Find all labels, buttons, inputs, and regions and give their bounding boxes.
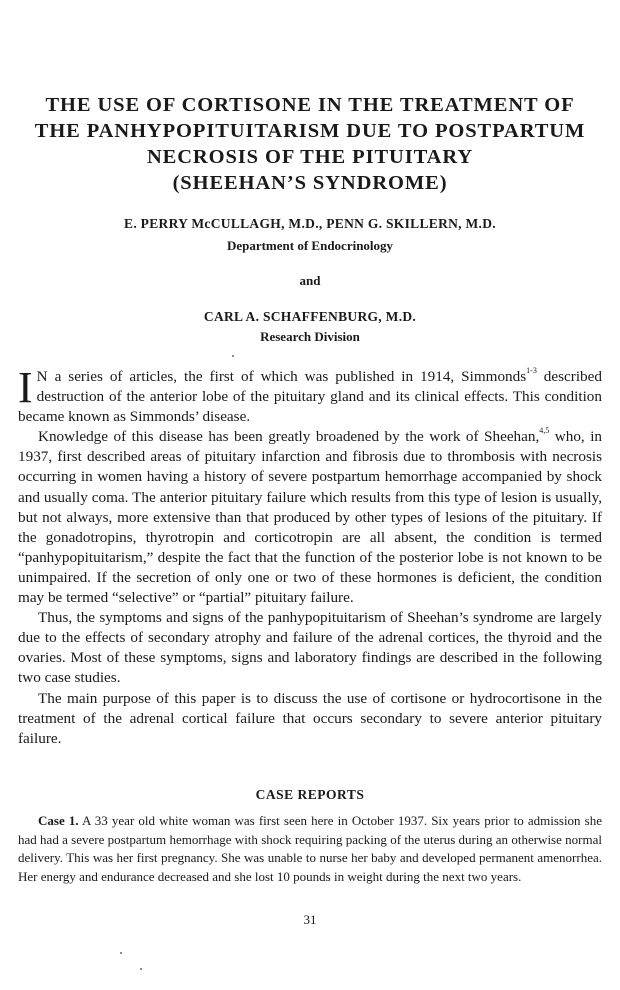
title-line: (SHEEHAN’S SYNDROME) bbox=[172, 172, 448, 194]
title-line: NECROSIS OF THE PITUITARY bbox=[146, 146, 474, 168]
department-endocrinology: Department of Endocrinology bbox=[226, 238, 394, 253]
case-label: Case 1. bbox=[38, 813, 79, 828]
scan-speck bbox=[120, 952, 122, 954]
author-names-primary: E. PERRY McCULLAGH, M.D., PENN G. SKILLERN, M.D. bbox=[124, 216, 496, 231]
title-line: THE USE OF CORTISONE IN THE TREATMENT OF bbox=[45, 94, 575, 116]
case-1-paragraph bbox=[18, 812, 602, 886]
author-names-secondary: CARL A. SCHAFFENBURG, M.D. bbox=[203, 309, 417, 324]
case-text: A 33 year old white woman was first seen here in October 1937. Six years prior to admission she had had a severe postpartum hemorrhage with shock requiring packing of the uterus during an otherwise normal delivery. This was her first pregnancy. She was unable to nurse her baby and developed permanent amenorrhea. Her energy and endurance decreased and she lost 10 pounds in weight during the next two years. bbox=[18, 813, 602, 884]
scan-speck bbox=[232, 355, 234, 357]
scan-speck bbox=[140, 968, 142, 970]
section-heading-case-reports: CASE REPORTS bbox=[255, 787, 365, 802]
reference-superscript: 1-3 bbox=[526, 366, 537, 375]
paragraph-intro bbox=[18, 363, 602, 427]
reference-superscript: 4,5 bbox=[539, 426, 550, 436]
paragraph-text: described destruction of the anterior lobe of the pituitary gland and its clinical effects. This condition became known as Simmonds’ disease. bbox=[18, 368, 602, 426]
paragraph-text: Knowledge of this disease has been greatly broadened by the work of Sheehan, bbox=[38, 428, 540, 446]
paragraph-text: N a series of articles, the first of which was published in 1914, Simmonds bbox=[36, 368, 527, 385]
title-line: THE PANHYPOPITUITARISM DUE TO POSTPARTUM bbox=[34, 120, 586, 142]
department-research: Research Division bbox=[260, 329, 360, 344]
authors-conjunction: and bbox=[299, 273, 321, 288]
paragraph-sheehan bbox=[18, 427, 602, 608]
paragraph-purpose: The main purpose of this paper is to discuss the use of cortisone or hydrocortisone in the treatment of the adrenal cortical failure that occurs secondary to severe anterior pituitary failure. bbox=[18, 689, 602, 747]
page-number: 31 bbox=[303, 912, 317, 927]
paragraph-symptoms: Thus, the symptoms and signs of the panhypopituitarism of Sheehan’s syndrome are largely due to the effects of secondary atrophy and failure of the adrenal cortices, the thyroid and the ovaries. Most of these symptoms, signs and laboratory findings are described in the following two case studies. bbox=[18, 609, 602, 687]
article-body bbox=[18, 363, 603, 749]
paragraph-text: who, in 1937, first described areas of pituitary infarction and fibrosis due to thrombosis with necrosis occurring in women having a history of severe postpartum hemorrhage accompanied by shock and usually coma. The anterior pituitary failure which results from this type of lesion is usually, but not always, more extensive than that produced by other types of lesions of the pituitary. If the gonadotropins, thyrotropin and corticotropin are all absent, the condition is termed “panhypopituitarism,” despite the fact that the function of the posterior lobe is not known to be unimpaired. If the secretion of only one or two of these hormones is deficient, the condition may be termed “selective” or “partial” pituitary failure. bbox=[18, 428, 603, 607]
article-title bbox=[20, 92, 600, 196]
drop-cap: I bbox=[18, 363, 33, 412]
